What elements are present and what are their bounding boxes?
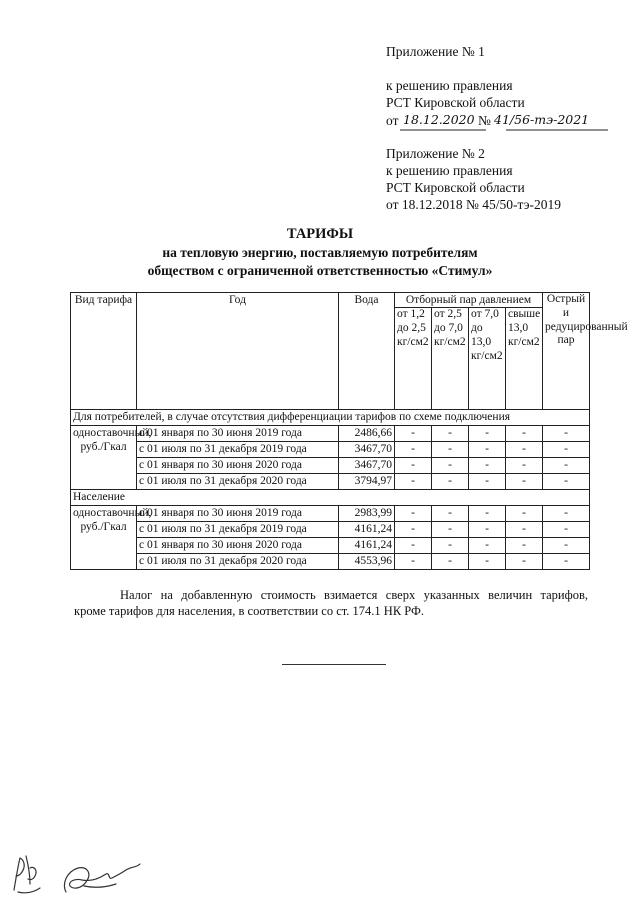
appendix-1-heading: Приложение № 1 [386, 44, 485, 59]
value-cell: - [506, 505, 543, 521]
value-cell: - [543, 553, 590, 569]
from-prefix: от [386, 113, 399, 128]
header-steam-7-0-to-13-0: от 7,0 до 13,0 кг/см2 [469, 308, 506, 410]
prior-decision-line: от 18.12.2018 № 45/50-тэ-2019 [386, 197, 561, 212]
period-cell: с 01 января по 30 июня 2020 года [137, 537, 339, 553]
table-row [71, 553, 590, 569]
value-cell: - [543, 457, 590, 473]
rst-line-2: РСТ Кировской области [386, 180, 525, 195]
value-cell: - [432, 553, 469, 569]
section-title-consumers: Для потребителей, в случае отсутствия дифференциации тарифов по схеме подключения [71, 410, 590, 425]
water-value: 4553,96 [339, 553, 395, 569]
value-cell: - [395, 441, 432, 457]
value-cell: - [506, 457, 543, 473]
value-cell: - [506, 553, 543, 569]
value-cell: - [395, 553, 432, 569]
value-cell: - [469, 521, 506, 537]
vat-note-line-2: кроме тарифов для населения, в соответствии со ст. 174.1 НК РФ. [74, 604, 425, 619]
water-value: 3467,70 [339, 457, 395, 473]
handwritten-date: 18.12.2020 [403, 112, 475, 127]
water-value: 3467,70 [339, 441, 395, 457]
header-sharp-steam: Острый и редуцированный пар [543, 293, 590, 410]
value-cell: - [506, 537, 543, 553]
period-cell: с 01 июля по 31 декабря 2020 года [137, 553, 339, 569]
value-cell: - [432, 537, 469, 553]
value-cell: - [395, 473, 432, 489]
tariff-type-cell: одноставочный, руб./Гкал [71, 505, 137, 569]
period-cell: с 01 июля по 31 декабря 2020 года [137, 473, 339, 489]
decision-line-2: к решению правления [386, 163, 513, 178]
period-cell: с 01 июля по 31 декабря 2019 года [137, 521, 339, 537]
water-value: 4161,24 [339, 537, 395, 553]
table-row [71, 505, 590, 521]
header-year: Год [137, 293, 339, 410]
value-cell: - [469, 505, 506, 521]
document-title: ТАРИФЫ [286, 226, 354, 242]
value-cell: - [469, 441, 506, 457]
header-extracted-steam: Отборный пар давлением [395, 293, 543, 308]
decision-date-line [386, 112, 590, 129]
value-cell: - [395, 505, 432, 521]
value-cell: - [469, 553, 506, 569]
rst-line: РСТ Кировской области [386, 95, 525, 110]
table-row [71, 441, 590, 457]
table-row [71, 457, 590, 473]
value-cell: - [432, 521, 469, 537]
header-tariff-type: Вид тарифа [71, 293, 137, 410]
value-cell: - [543, 505, 590, 521]
value-cell: - [395, 425, 432, 441]
value-cell: - [543, 441, 590, 457]
value-cell: - [432, 457, 469, 473]
period-cell: с 01 июля по 31 декабря 2019 года [137, 441, 339, 457]
period-cell: с 01 января по 30 июня 2019 года [137, 425, 339, 441]
value-cell: - [469, 457, 506, 473]
signature-mark [8, 848, 158, 900]
handwritten-number: 41/56-тэ-2021 [494, 112, 590, 127]
tariff-type-cell: одноставочный, руб./Гкал [71, 425, 137, 489]
value-cell: - [395, 457, 432, 473]
header-steam-over-13-0: свыше 13,0 кг/см2 [506, 308, 543, 410]
water-value: 4161,24 [339, 521, 395, 537]
water-value: 2983,99 [339, 505, 395, 521]
water-value: 3794,97 [339, 473, 395, 489]
tariff-table [70, 292, 628, 570]
header-steam-2-5-to-7-0: от 2,5 до 7,0 кг/см2 [432, 308, 469, 410]
header-steam-1-2-to-2-5: от 1,2 до 2,5 кг/см2 [395, 308, 432, 410]
header-water: Вода [339, 293, 395, 410]
decision-line: к решению правления [386, 78, 513, 93]
period-cell: с 01 января по 30 июня 2019 года [137, 505, 339, 521]
value-cell: - [506, 473, 543, 489]
value-cell: - [543, 521, 590, 537]
table-row [71, 537, 590, 553]
value-cell: - [469, 425, 506, 441]
value-cell: - [469, 473, 506, 489]
value-cell: - [506, 425, 543, 441]
appendix-2-heading: Приложение № 2 [386, 146, 485, 161]
closing-rule [282, 664, 386, 665]
value-cell: - [432, 505, 469, 521]
value-cell: - [543, 537, 590, 553]
value-cell: - [469, 537, 506, 553]
vat-note-line-1: Налог на добавленную стоимость взимается сверх указанных величин тарифов, [120, 588, 588, 602]
value-cell: - [543, 473, 590, 489]
value-cell: - [543, 425, 590, 441]
value-cell: - [432, 425, 469, 441]
vat-note [74, 587, 588, 620]
number-sign: № [478, 113, 491, 128]
value-cell: - [432, 441, 469, 457]
date-number-underline [400, 128, 620, 132]
table-row [71, 521, 590, 537]
value-cell: - [506, 521, 543, 537]
period-cell: с 01 января по 30 июня 2020 года [137, 457, 339, 473]
section-title-population: Население [71, 489, 590, 505]
title-subline-2: обществом с ограниченной ответственностью «Стимул» [147, 263, 493, 278]
table-row [71, 473, 590, 489]
value-cell: - [395, 537, 432, 553]
value-cell: - [395, 521, 432, 537]
value-cell: - [432, 473, 469, 489]
water-value: 2486,66 [339, 425, 395, 441]
table-row [71, 425, 590, 441]
value-cell: - [506, 441, 543, 457]
title-subline-1: на тепловую энергию, поставляемую потребителям [162, 245, 478, 260]
